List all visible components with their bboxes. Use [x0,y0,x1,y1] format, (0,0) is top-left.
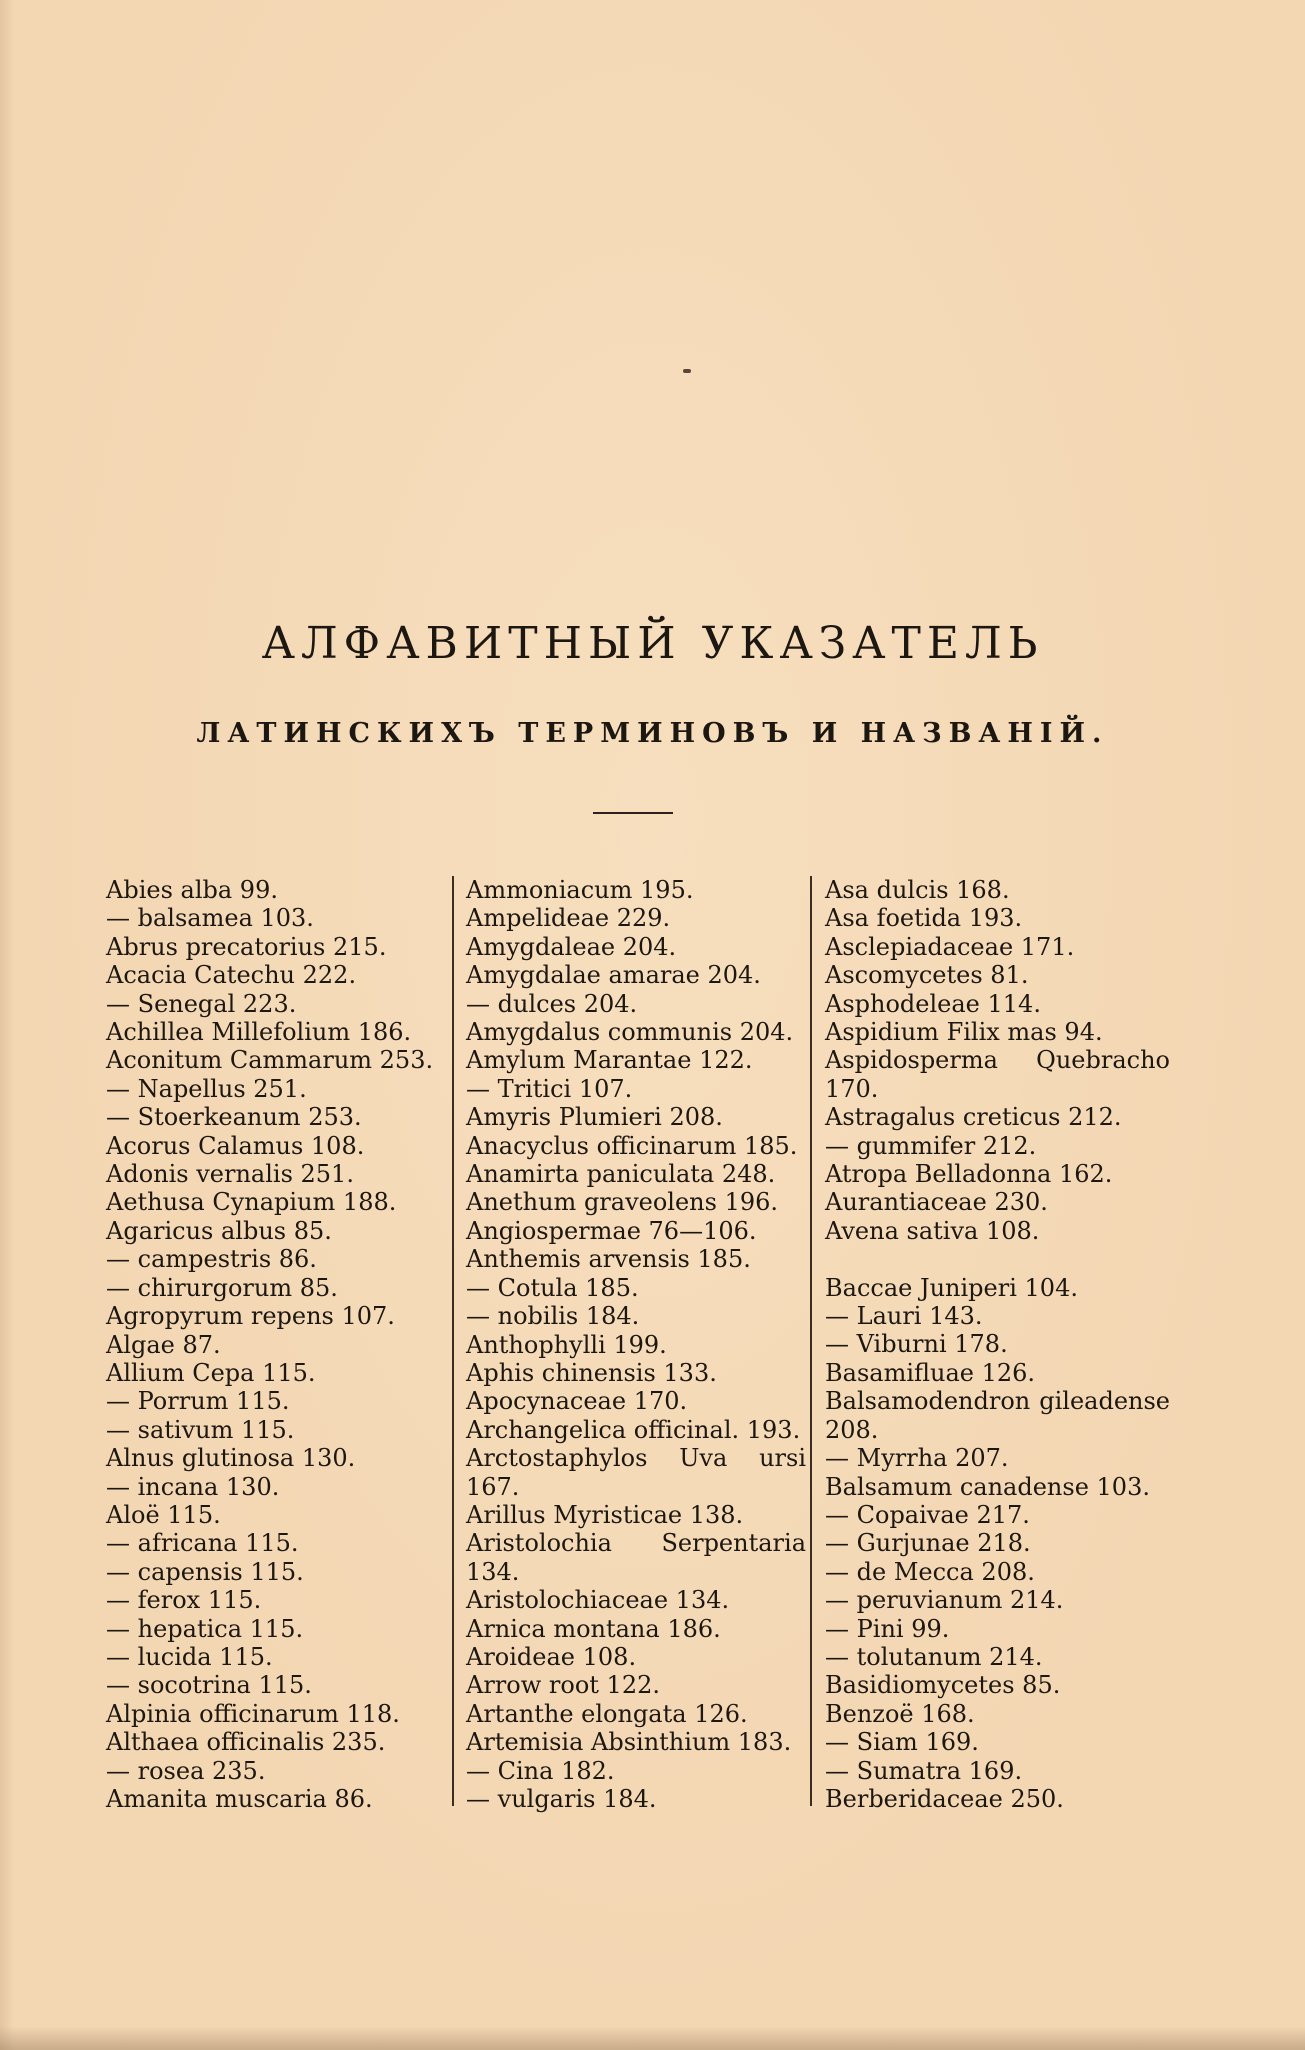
index-entry: — Myrrha 207. [825,1444,1009,1473]
index-entry: Allium Cepa 115. [106,1358,316,1387]
index-entry: — chirurgorum 85. [106,1273,338,1302]
index-entry: — Porrum 115. [106,1387,290,1416]
index-entry: — Siam 169. [825,1728,979,1757]
index-column-2 [466,876,806,1813]
index-entry: — Viburni 178. [825,1330,1008,1359]
index-entry: — Lauri 143. [825,1302,983,1331]
index-entry: Adonis vernalis 251. [106,1160,354,1189]
index-entry: Berberidaceae 250. [825,1784,1064,1813]
index-entry: — de Mecca 208. [825,1557,1035,1586]
index-entry: Asphodeleae 114. [825,989,1041,1018]
index-entry: Amanita muscaria 86. [106,1785,373,1813]
index-entry: Amygdalus communis 204. [466,1018,794,1047]
index-entry: Artemisia Absinthium 183. [466,1728,792,1757]
index-entry: — balsamea 103. [106,904,314,933]
index-entry: Aethusa Cynapium 188. [106,1188,397,1217]
index-entry: — Cina 182. [466,1756,615,1785]
index-entry: — socotrina 115. [106,1671,312,1700]
index-entry: Benzoë 168. [825,1699,975,1728]
index-entry: — capensis 115. [106,1557,304,1586]
index-entry: — Sumatra 169. [825,1756,1023,1785]
index-entry: Anthophylli 199. [466,1330,667,1359]
index-entry: Alnus glutinosa 130. [106,1444,356,1473]
index-entry: — vulgaris 184. [466,1785,657,1813]
index-entry: Arillus Myristicae 138. [466,1500,744,1529]
index-entry: — Stoerkeanum 253. [106,1103,362,1132]
index-entry: Algae 87. [106,1330,221,1359]
index-entry: Alpinia officinarum 118. [106,1699,400,1728]
index-entry: Ammoniacum 195. [466,876,694,904]
index-entry: Amygdalae amarae 204. [466,961,761,990]
index-entry: — lucida 115. [106,1642,273,1671]
index-entry: Ampelideae 229. [466,904,671,933]
page-edge-shadow [0,2026,1305,2050]
index-entry: Amyris Plumieri 208. [466,1103,723,1132]
title-rule [593,812,673,814]
index-entry: Anacyclus officinarum 185. [466,1131,798,1160]
index-entry: — Senegal 223. [106,989,297,1018]
index-entry: Agropyrum repens 107. [106,1302,395,1331]
index-entry: Astragalus creticus 212. [825,1103,1122,1132]
column-divider-1 [452,876,454,1806]
index-entry: Aristolochiaceae 134. [466,1586,730,1615]
index-entry: Asclepiadaceae 171. [825,932,1075,961]
index-entry: — Napellus 251. [106,1074,307,1103]
index-entry: Artanthe elongata 126. [466,1699,748,1728]
index-column-3 [825,876,1170,1813]
index-entry: Asa dulcis 168. [825,876,1010,904]
index-entry: — peruvianum 214. [825,1586,1064,1615]
index-entry: — nobilis 184. [466,1302,640,1331]
index-entry: Arrow root 122. [466,1671,660,1700]
index-entry: Aspidosperma Quebracho 170. [825,1046,1170,1103]
index-entry: Balsamodendron gileadense 208. [825,1387,1170,1444]
index-entry: Aurantiaceae 230. [825,1188,1048,1217]
index-entry: Baccae Juniperi 104. [825,1273,1078,1302]
index-entry: — campestris 86. [106,1245,317,1274]
index-entry: Anthemis arvensis 185. [466,1245,751,1274]
index-entry: Basamifluae 126. [825,1358,1036,1387]
index-entry: Balsamum canadense 103. [825,1472,1150,1501]
index-entry: — Pini 99. [825,1614,950,1643]
index-entry: Althaea officinalis 235. [106,1728,386,1757]
index-entry: — ferox 115. [106,1586,262,1615]
index-entry: Aphis chinensis 133. [466,1358,717,1387]
index-entry: — sativum 115. [106,1415,295,1444]
index-entry: — dulces 204. [466,989,638,1018]
index-entry: Asa foetida 193. [825,904,1023,933]
column-divider-2 [810,876,812,1806]
index-entry: Aristolochia Serpentaria 134. [466,1529,806,1586]
index-entry: Anamirta paniculata 248. [466,1160,776,1189]
index-entry: — gummifer 212. [825,1131,1037,1160]
index-entry: Angiospermae 76—106. [466,1216,757,1245]
index-entry: — Copaivae 217. [825,1500,1030,1529]
index-entry: Achillea Millefolium 186. [106,1018,412,1047]
index-entry: — africana 115. [106,1529,299,1558]
index-entry: Basidiomycetes 85. [825,1671,1061,1700]
index-entry: Avena sativa 108. [825,1216,1040,1245]
index-entry: — Tritici 107. [466,1074,633,1103]
index-entry: Abies alba 99. [106,876,278,904]
index-entry: Aloë 115. [106,1500,221,1529]
index-column-1 [106,876,451,1813]
index-entry: — Gurjunae 218. [825,1529,1031,1558]
index-entry: Agaricus albus 85. [106,1216,332,1245]
page-title: АЛФАВИТНЫЙ УКАЗАТЕЛЬ [261,618,1044,669]
index-entry: Arctostaphylos Uva ursi 167. [466,1444,806,1501]
index-entry: Aroideae 108. [466,1642,637,1671]
index-entry: Abrus precatorius 215. [106,932,387,961]
index-entry: Acorus Calamus 108. [106,1131,365,1160]
index-entry: Aconitum Cammarum 253. [106,1046,434,1075]
index-entry: — tolutanum 214. [825,1642,1043,1671]
index-entry: — hepatica 115. [106,1614,304,1643]
index-entry: Amygdaleae 204. [466,932,677,961]
index-entry: Ascomycetes 81. [825,961,1029,990]
section-gap [825,1245,1170,1273]
index-entry: Apocynaceae 170. [466,1387,688,1416]
index-entry: — incana 130. [106,1472,280,1501]
index-entry: Archangelica officinal. 193. [466,1415,801,1444]
ink-speck [683,369,691,373]
index-entry: — Cotula 185. [466,1273,639,1302]
index-entry: Amylum Marantae 122. [466,1046,753,1075]
page-subtitle: ЛАТИНСКИХЪ ТЕРМИНОВЪ И НАЗВАНІЙ. [196,718,1109,749]
index-entry: Acacia Catechu 222. [106,961,357,990]
index-entry: Aspidium Filix mas 94. [825,1018,1103,1047]
index-entry: — rosea 235. [106,1756,266,1785]
index-entry: Atropa Belladonna 162. [825,1160,1113,1189]
index-entry: Arnica montana 186. [466,1614,721,1643]
index-entry: Anethum graveolens 196. [466,1188,779,1217]
